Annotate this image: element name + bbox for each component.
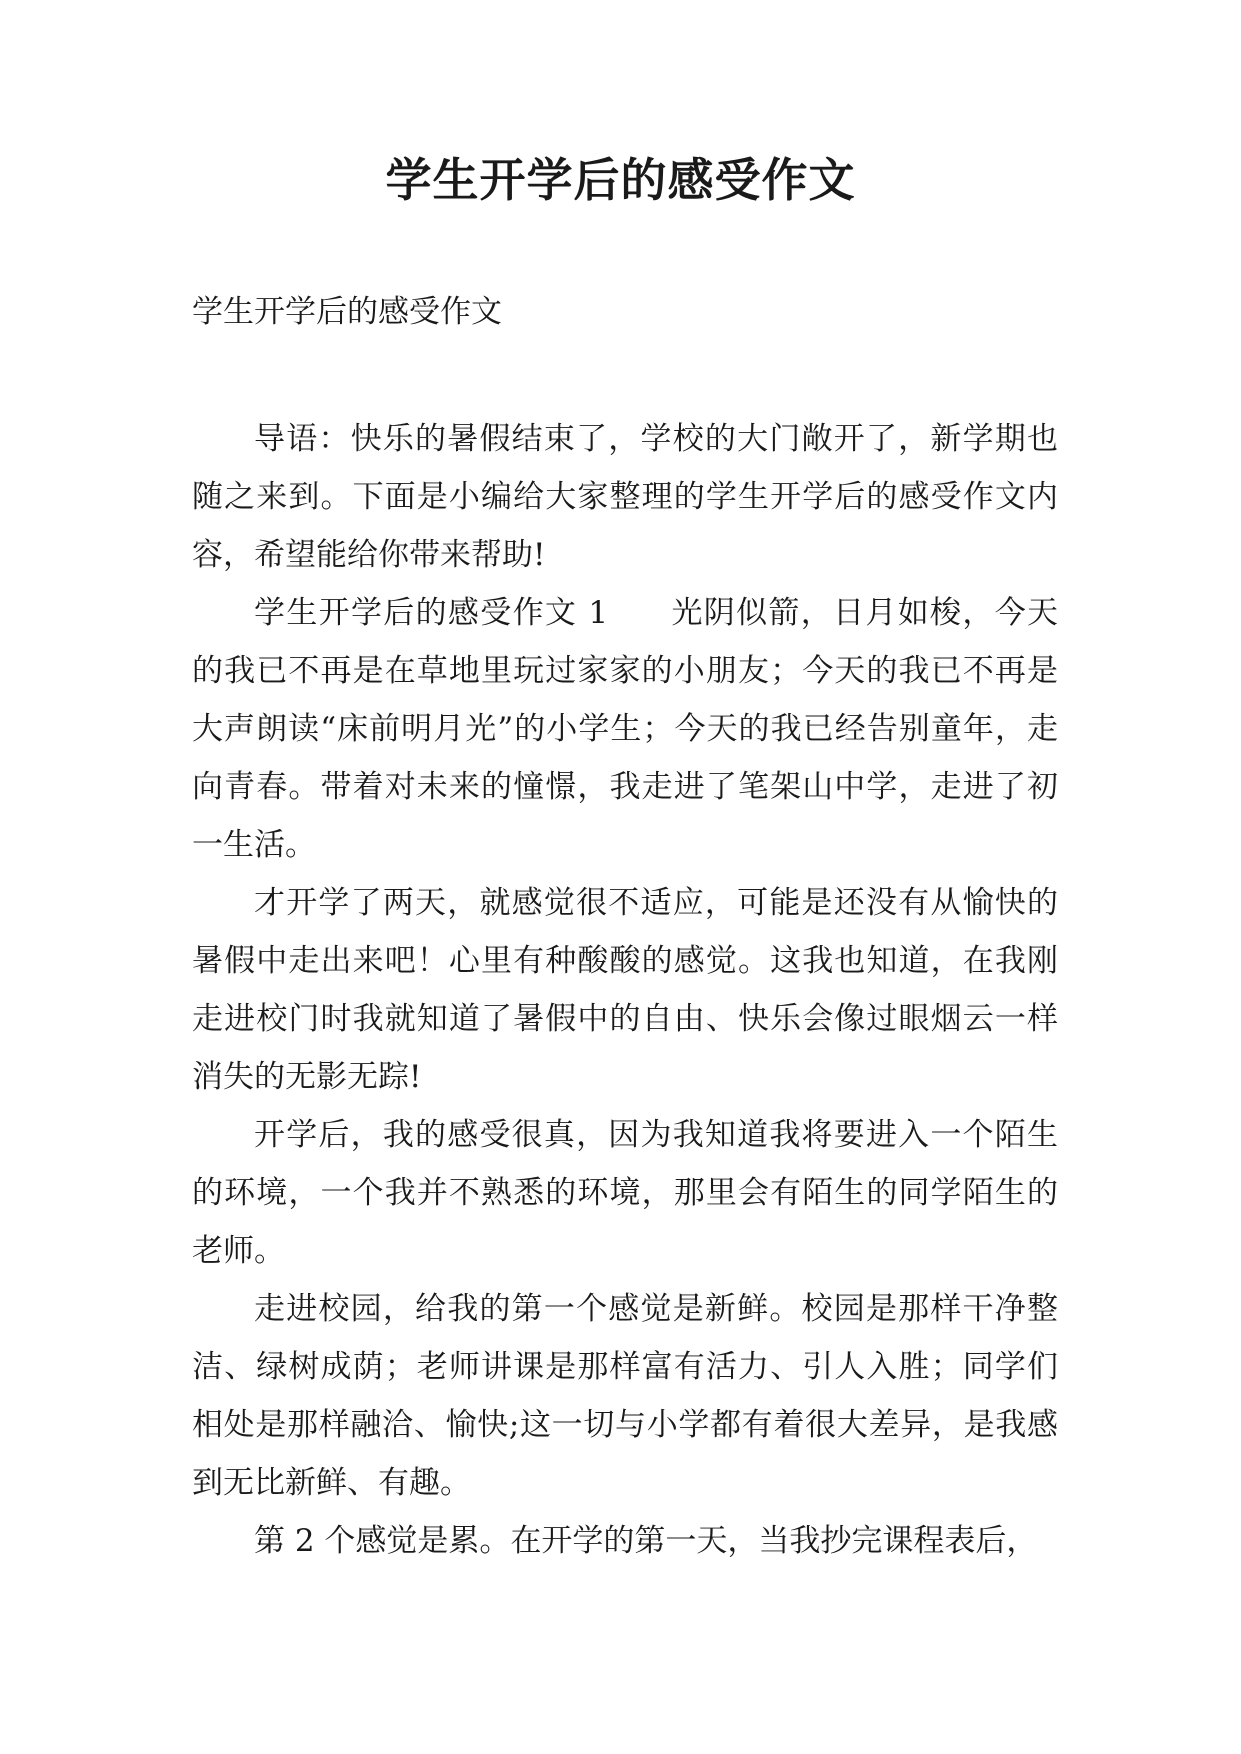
document-subtitle: 学生开学后的感受作文 [192,294,502,330]
body-paragraph: 走进校园，给我的第一个感觉是新鲜。校园是那样干净整洁、绿树成荫；老师讲课是那样富有活力、引人入胜；同学们相处是那样融洽、愉快;这一切与小学都有着很大差异，是我感到无比新鲜、有趣。 [192,1291,1058,1501]
document-title: 学生开学后的感受作文 [385,153,856,207]
body-paragraph: 才开学了两天，就感觉很不适应，可能是还没有从愉快的暑假中走出来吧！心里有种酸酸的感觉。这我也知道，在我刚走进校门时我就知道了暑假中的自由、快乐会像过眼烟云一样消失的无影无踪! [192,885,1058,1095]
body-paragraph: 第 2 个感觉是累。在开学的第一天，当我抄完课程表后， [254,1523,1038,1559]
essay-1-heading: 学生开学后的感受作文 1 [254,595,609,631]
intro-paragraph: 导语：快乐的暑假结束了，学校的大门敞开了，新学期也随之来到。下面是小编给大家整理的学生开学后的感受作文内容，希望能给你带来帮助! [192,421,1058,573]
document-body [192,410,1058,1570]
essay-1-opening-text: 光阴似箭，日月如梭，今天的我已不再是在草地里玩过家家的小朋友；今天的我已不再是大声朗读“床前明月光”的小学生；今天的我已经告别童年，走向青春。带着对未来的憧憬，我走进了笔架山中学，走进了初一生活。 [192,595,1059,863]
essay-1-opening-paragraph [192,584,1058,874]
body-paragraph: 开学后，我的感受很真，因为我知道我将要进入一个陌生的环境，一个我并不熟悉的环境，那里会有陌生的同学陌生的老师。 [192,1117,1058,1269]
